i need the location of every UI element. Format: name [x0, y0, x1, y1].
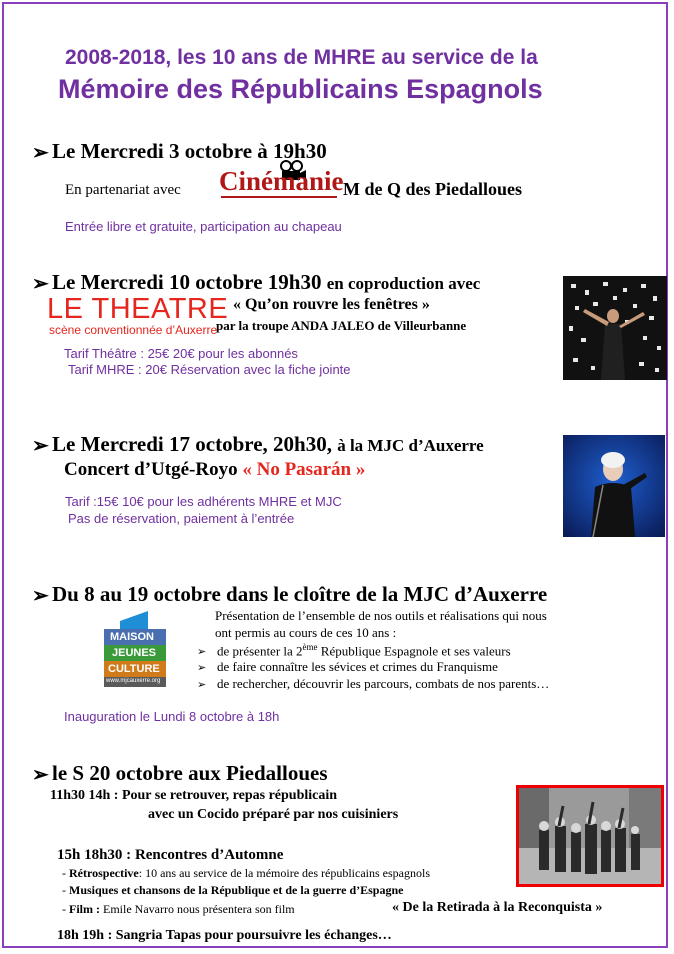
- event5-end-time: 18h 19h :: [57, 928, 113, 943]
- event4-bullet1: ➢ de présenter la 2ème République Espagnole et ses valeurs: [197, 642, 511, 659]
- event5-r1-label: Rétrospective: [69, 866, 139, 880]
- arrow-bullet-icon: ➢: [32, 142, 49, 164]
- arrow-bullet-icon: ➢: [32, 585, 49, 607]
- arrow-bullet-icon: ➢: [32, 435, 49, 457]
- event4-intro2: ont permis au cours de ces 10 ans :: [215, 625, 397, 640]
- arrow-bullet-icon: ➢: [197, 646, 207, 659]
- event3-note: Pas de réservation, paiement à l’entrée: [68, 511, 295, 526]
- event4-intro1: Présentation de l’ensemble de nos outils et réalisations qui nous: [215, 608, 547, 623]
- theatre-photo: [563, 276, 667, 380]
- mjc-logo: [102, 611, 168, 695]
- event5-end-text: Sangria Tapas pour poursuivre les échanges…: [112, 928, 392, 943]
- event5-meet-title: Rencontres d’Automne: [131, 847, 284, 863]
- event1-partner-prefix: En partenariat avec: [65, 182, 181, 198]
- cinemanie-logo-text: Cinémanie: [219, 166, 344, 196]
- arrow-bullet-icon: ➢: [32, 273, 49, 295]
- event2-title-main: Le Mercredi 10 octobre 19h30: [52, 270, 322, 294]
- event5-r3-text: Emile Navarro nous présentera son film: [100, 902, 295, 916]
- event2-title-suffix: en coproduction avec: [326, 274, 481, 293]
- arrow-bullet-icon: ➢: [32, 764, 49, 786]
- event5-lunch-time: 11h30 14h :: [50, 788, 119, 803]
- historical-photo: [516, 785, 664, 887]
- event5-film: - Film : Emile Navarro nous présentera son film: [62, 902, 295, 916]
- event3-concert-prefix: Concert d’Utgé-Royo: [64, 459, 238, 480]
- event5-meet: [57, 847, 283, 864]
- event3-title: [52, 432, 484, 457]
- event3-title-main: Le Mercredi 17 octobre, 20h30,: [52, 432, 332, 456]
- event2-tarif1: Tarif Théâtre : 25€ 20€ pour les abonnés: [64, 346, 298, 361]
- event2-title: [52, 270, 480, 295]
- concert-photo: [563, 435, 665, 537]
- event5-r3-label: Film :: [69, 902, 100, 916]
- mjc-logo-url: www.mjcauxerre.org: [106, 678, 161, 684]
- event3-concert-title: « No Pasarán »: [242, 459, 366, 480]
- event5-lunch-line2: avec un Cocido préparé par nos cuisiniers: [148, 807, 399, 822]
- arrow-bullet-icon: ➢: [197, 679, 207, 691]
- event1-venue: M de Q des Piedalloues: [343, 179, 522, 199]
- event5-r2-label: Musiques et chansons de la République et de la guerre d’Espagne: [69, 883, 404, 897]
- theatre-logo-sub: scène conventionnée d’Auxerre: [49, 323, 218, 337]
- event2-tarif2: Tarif MHRE : 20€ Réservation avec la fiche jointe: [68, 362, 351, 377]
- event3-tarif: Tarif :15€ 10€ pour les adhérents MHRE et MJC: [65, 494, 342, 509]
- event4-bullet2: ➢ de faire connaître les sévices et crimes du Franquisme: [197, 659, 498, 674]
- header-title: Mémoire des Républicains Espagnols: [58, 74, 543, 104]
- event2-show: « Qu’on rouvre les fenêtres »: [233, 296, 430, 313]
- event2-troupe: par la troupe ANDA JALEO de Villeurbanne: [216, 318, 467, 333]
- mjc-logo-line2: JEUNES: [112, 647, 157, 659]
- event5-meet-time: 15h 18h30 :: [57, 847, 132, 863]
- event5-film-title: « De la Retirada à la Reconquista »: [392, 900, 603, 915]
- event3-title-suffix: à la MJC d’Auxerre: [337, 436, 484, 455]
- event5-lunch: [50, 788, 337, 804]
- theatre-logo: LE THEATRE: [47, 293, 229, 325]
- mjc-logo-line3: CULTURE: [108, 663, 160, 675]
- arrow-bullet-icon: ➢: [197, 662, 207, 674]
- event5-music: - Musiques et chansons de la République et de la guerre d’Espagne: [62, 883, 404, 897]
- event5-title: le S 20 octobre aux Piedalloues: [52, 761, 328, 785]
- event1-title: Le Mercredi 3 octobre à 19h30: [52, 139, 327, 163]
- cinemanie-logo: [219, 160, 344, 200]
- event5-r1-text: : 10 ans au service de la mémoire des républicains espagnols: [138, 866, 430, 880]
- mjc-logo-line1: MAISON: [110, 631, 154, 643]
- event5-retrospective: - Rétrospective: 10 ans au service de la mémoire des républicains espagnols: [62, 866, 430, 880]
- event5-lunch-text: Pour se retrouver, repas républicain: [118, 788, 338, 803]
- event4-title: Du 8 au 19 octobre dans le cloître de la MJC d’Auxerre: [52, 582, 548, 606]
- event1-info: Entrée libre et gratuite, participation au chapeau: [65, 219, 342, 234]
- event5-end: [57, 928, 392, 944]
- cinemanie-underline: [221, 196, 337, 198]
- event4-bullet3: ➢ de rechercher, découvrir les parcours, combats de nos parents…: [197, 676, 550, 691]
- event4-inauguration: Inauguration le Lundi 8 octobre à 18h: [64, 709, 280, 724]
- event3-concert: [64, 459, 365, 481]
- header-line1: 2008-2018, les 10 ans de MHRE au service de la: [65, 46, 538, 69]
